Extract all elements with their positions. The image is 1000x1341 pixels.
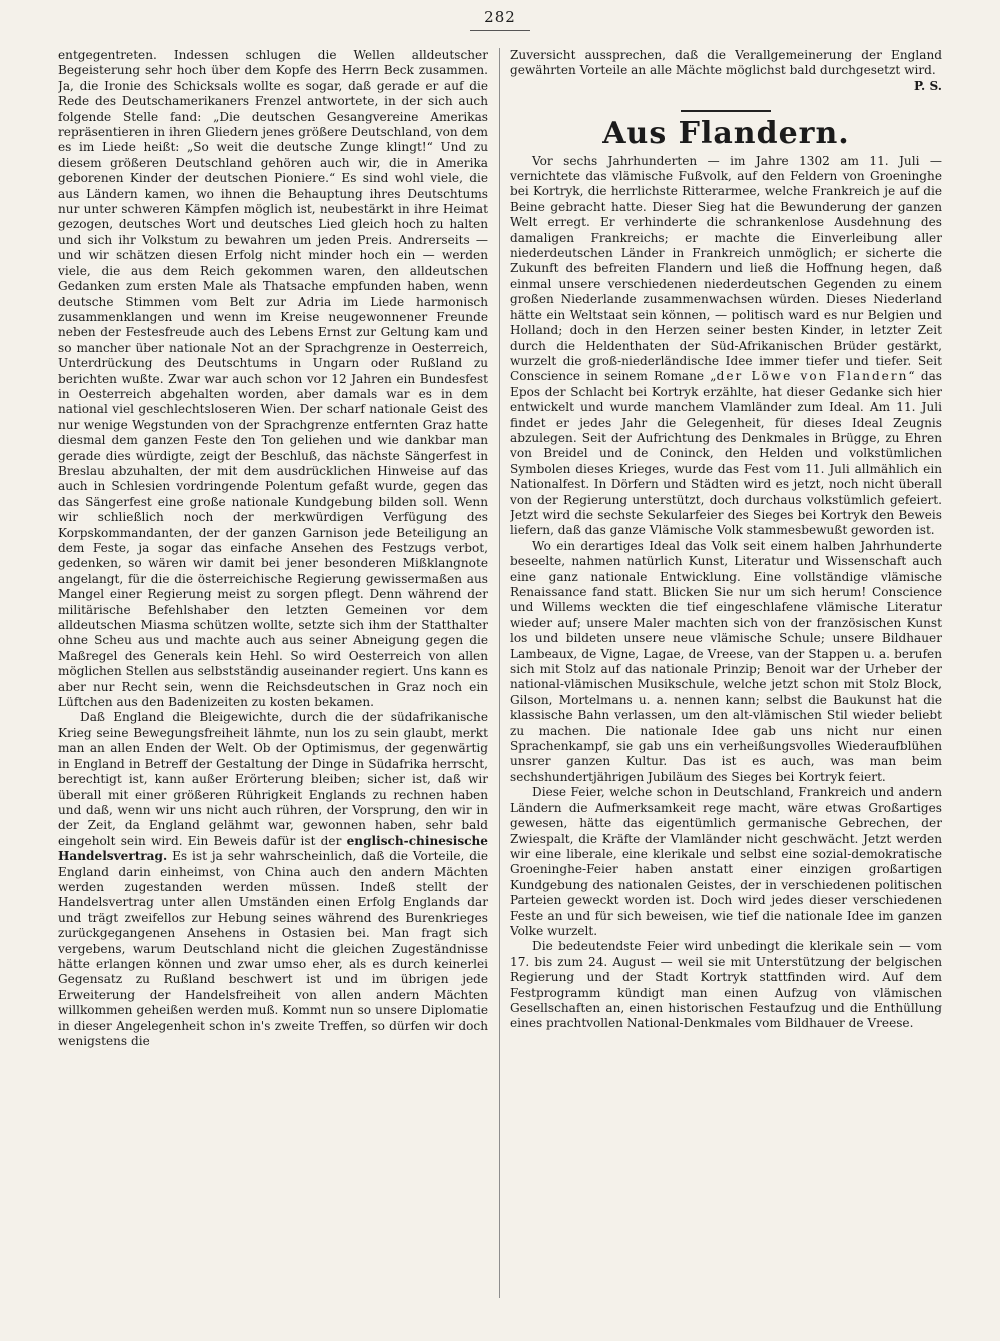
article-paragraph-4: Die bedeutendste Feier wird unbedingt die klerikale sein — vom 17. bis zum 24. August — weil sie mit Unterstützung der belgischen Regierung und der Stadt Kortryk stattfinden wird. Auf dem Festprogramm kündigt man einen Aufzug von vlämischen Gesellschaften an, einen historischen Festaufzug und die Enthüllung eines prachtvollen National-Denkmales vom Bildhauer de Vreese. [510, 939, 942, 1031]
signature-line [510, 79, 942, 94]
right-continuation [510, 48, 942, 79]
article-paragraph-1 [510, 154, 942, 539]
page-number: 282 [484, 8, 516, 26]
left-paragraph-1: entgegentreten. Indessen schlugen die Wellen alldeutscher Begeisterung sehr hoch über dem Kopfe des Herrn Beck zusammen. Ja, die Ironie des Schicksals wollte es sogar, daß gerade er auf die Rede des Deutschamerikaners Frenzel antwortete, in der sich auch folgende Stelle fand: „Die deutschen Gesangvereine Amerikas repräsentieren in ihren Gliedern jenes größere Deutschland, von dem es im Liede heißt: „So weit die deutsche Zunge klingt!“ Und zu diesem größeren Deutschland gehören auch wir, die in Amerika geborenen Kinder der deutschen Pioniere.“ Es sind wohl viele, die aus Ländern kamen, wo ihnen die Behauptung ihres Deutschtums nur unter schweren Kämpfen möglich ist, neubestärkt in ihre Heimat gezogen, deutsches Wort und deutsches Lied gleich hoch zu halten und sich ihr Volkstum zu bewahren um jeden Preis. Andrerseits — und wir schätzen diesen Erfolg nicht minder hoch ein — werden viele, die aus dem Reich gekommen waren, den alldeutschen Gedanken zum ersten Male als Thatsache empfunden haben, wenn deutsche Stimmen vom Belt zur Adria im Liede harmonisch zusammenklangen und wenn im Kreise neugewonnener Freunde neben der Festesfreude auch des Lebens Ernst zur Geltung kam und so mancher über nationale Not an der Sprachgrenze in Oesterreich, Unterdrückung des Deutschtums in Ungarn oder Rußland zu berichten wußte. Zwar war auch schon vor 12 Jahren ein Bundesfest in Oesterreich abgehalten worden, aber damals war es in dem national viel geschlechtsloseren Wien. Der scharf nationale Geist des nur wenige Wegstunden von der Sprachgrenze entfernten Graz hatte diesmal dem ganzen Feste den Ton geliehen und wie dankbar man gerade dies würdigte, zeigt der Beschluß, das nächste Sängerfest in Breslau abzuhalten, der mit dem ausdrücklichen Hinweise auf das auch in Schlesien vordringende Polentum gefaßt wurde, gegen das das Sängerfest eine große nationale Kundgebung bilden soll. Wenn wir schließlich noch der merkwürdigen Verfügung des Korpskommandanten, der der ganzen Garnison jede Beteiligung an dem Feste, ja sogar das einfache Ansehen des Festzugs verbot, gedenken, so wären wir damit bei jener besonderen Mißklangnote angelangt, für die die österreichische Regierung gewissermaßen aus Mangel einer Regierung meist zu sorgen pflegt. Denn während der militärische Befehlshaber den letzten Gemeinen vor dem alldeutschen Miasma schützen wollte, setzte sich ihm der Statthalter ohne Scheu aus und machte auch aus seiner Abneigung gegen die Maßregel des Generals kein Hehl. So wird Oesterreich von allen möglichen Stellen aus selbstständig auseinander regiert. Uns kann es aber nur Recht sein, wenn die Reichsdeutschen in Graz noch ein Lüftchen aus den Badenizeiten zu kosten bekamen. [58, 48, 488, 710]
novel-title: der Löwe von Flandern [716, 369, 909, 384]
left-paragraph-2-text-b: Es ist ja sehr wahrscheinlich, daß die Vorteile, die England darin einheimst, von China auch den andern Mächten werden zugestanden werden müssen. Indeß stellt der Handelsvertrag unter allen Umständen einen Erfolg Englands dar und trägt zweifellos zur Hebung seines während des Burenkrieges zurückgegangenen Ansehens in Ostasien bei. Man fragt sich vergebens, warum Deutschland nicht die gleichen Zugeständnisse hätte erlangen können und zwar umso eher, als es durch keinerlei Gegensatz zu Rußland beschwert ist und im übrigen jede Erweiterung der Handelsfreiheit von allen andern Mächten willkommen geheißen werden muß. Kommt nun so unsere Diplomatie in dieser Angelegenheit schon in's zweite Treffen, so dürfen wir doch wenigstens die [58, 849, 488, 1048]
right-column [510, 48, 942, 1338]
article-paragraph-2: Wo ein derartiges Ideal das Volk seit einem halben Jahrhunderte beseelte, nahmen natürlich Kunst, Literatur und Wissenschaft auch eine ganz nationale Entwicklung. Eine vollständige vlämische Renaissance fand statt. Blicken Sie nur um sich herum! Conscience und Willems weckten die tief eingeschlafene vlämische Literatur wieder auf; unsere Maler machten sich von der französischen Kunst los und bildeten unsere neue vlämische Schule; unsere Bildhauer Lambeaux, de Vigne, Lagae, de Vreese, van der Stappen u. a. berufen sich mit Stolz auf das nationale Prinzip; Benoit war der Urheber der national-vlämischen Musikschule, welche jetzt schon mit Stolz Block, Gilson, Mortelmans u. a. nennen kann; selbst die Baukunst hat die klassische Bahn verlassen, um den alt-vlämischen Stil wieder beliebt zu machen. Die nationale Idee gab uns nicht nur einen Sprachenkampf, sie gab uns ein verheißungsvolles Wiederaufblühen unsrer ganzen Kultur. Das ist es auch, was man beim sechshundertjährigen Jubiläum des Sieges bei Kortryk feiert. [510, 538, 942, 784]
left-column [58, 48, 488, 1338]
article-paragraph-1-text-b: “ das Epos der Schlacht bei Kortryk erzählte, hat dieser Gedanke sich hier entwickelt und wurde manchem Vlamländer zum Ideal. Am 11. Juli findet er jedes Jahr die Gelegenheit, für dieses Ideal Zeugnis abzulegen. Seit der Aufrichtung des Denkmales in Brügge, zu Ehren von Breidel und de Coninck, den Helden und volkstümlichen Symbolen dieses Krieges, wurde das Fest vom 11. Juli allmählich ein Nationalfest. In Dörfern und Städten wird es jetzt, noch nicht überall von der Regierung unterstützt, doch durchaus volkstümlich gefeiert. Jetzt wird die sechste Sekularfeier des Sieges bei Kortryk den Beweis liefern, daß das ganze Vlämische Volk stammesbewußt geworden ist. [510, 369, 942, 538]
continuation-text: Zuversicht aussprechen, daß die Verallgemeinerung der England gewährten Vorteile an alle Mächte möglichst bald durchgesetzt wird. [510, 48, 942, 78]
article-title: Aus Flandern. [602, 116, 850, 152]
article-paragraph-3: Diese Feier, welche schon in Deutschland, Frankreich und andern Ländern die Aufmerksamkeit rege macht, wäre etwas Großartiges gewesen, hätte das eigentümlich germanische Gebrechen, der Zwiespalt, die Kräfte der Vlamländer nicht geschwächt. Jetzt werden wir eine liberale, eine klerikale und selbst eine sozial-demokratische Groeninghe-Feier haben anstatt einer einzigen großartigen Kundgebung des nationalen Geistes, der in verschiedenen politischen Parteien geweckt worden ist. Doch wird jedes dieser verschiedenen Feste an und für sich beweisen, wie tief die nationale Idee im ganzen Volke wurzelt. [510, 785, 942, 938]
left-paragraph-2-text-a: Daß England die Bleigewichte, durch die der südafrikanische Krieg seine Bewegungsfreiheit lähmte, nun los zu sein glaubt, merkt man an allen Enden der Welt. Ob der Optimismus, der gegenwärtig in England in Betreff der Gestaltung der Dinge in Südafrika herrscht, berechtigt ist, kann außer Erörterung bleiben; sicher ist, daß wir überall mit einer größeren Rührigkeit Englands zu rechnen haben und daß, wenn wir uns nicht auch rühren, der Vorsprung, den wir in der Zeit, da England gelähmt war, gewonnen haben, sehr bald eingeholt sein wird. Ein Beweis dafür ist der [58, 710, 488, 848]
signature: P. S. [913, 78, 942, 93]
article-paragraph-1-text-a: Vor sechs Jahrhunderten — im Jahre 1302 am 11. Juli — vernichtete das vlämische Fußvolk, auf den Feldern von Groeninghe bei Kortryk, die herrlichste Ritterarmee, welche Frankreich je auf die Beine gebracht hatte. Dieser Sieg hat die Bewunderung der ganzen Welt erregt. Er verhinderte die schrankenlose Ausdehnung des damaligen Frankreichs; er machte die Einverleibung aller niederdeutschen Länder in Frankreich unmöglich; er sicherte die Zukunft des befreiten Flandern und ließ die Hoffnung hegen, daß einmal unsere verschiedenen niederdeutschen Gegenden zu einem großen Niederlande zusammenwachsen würden. Dieses Niederland hätte ein Weltstaat sein können, — politisch ward es nur Belgien und Holland; doch in den Herzen seiner besten Kinder, in letzter Zeit durch die Heldenthaten der Süd-Afrikanischen Brüder gestärkt, wurzelt die groß-niederländische Idee immer tiefer und tiefer. Seit Conscience in seinem Romane „ [510, 153, 942, 384]
left-paragraph-2 [58, 710, 488, 1049]
trade-treaty-emphasis: englisch-chinesische Handelsvertrag. [58, 833, 488, 864]
column-divider [499, 48, 500, 1298]
section-separator [681, 110, 771, 112]
page-number-rule [470, 30, 530, 31]
